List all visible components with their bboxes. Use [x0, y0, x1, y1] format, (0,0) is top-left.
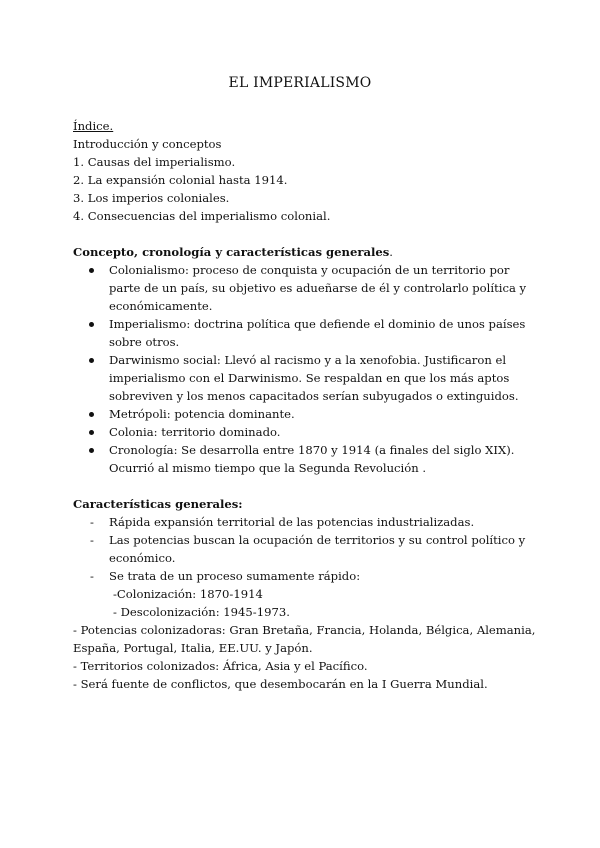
general-dash-item: - Rápida expansión territorial de las potencias industrializadas.: [73, 513, 543, 531]
concepts-heading: [73, 243, 543, 261]
concept-bullet-colonia: Colonia: territorio dominado.: [73, 423, 543, 441]
concept-bullet-colonialismo: Colonialismo: proceso de conquista y ocupación de un territorio por parte de un país, su objetivo es adueñarse de él y controlarlo política y económicamente.: [73, 261, 543, 315]
index-item: 4. Consecuencias del imperialismo colonial.: [73, 209, 331, 223]
document-body: [73, 117, 543, 693]
concept-bullet-cronologia: Cronología: Se desarrolla entre 1870 y 1914 (a finales del siglo XIX). Ocurrió al mismo tiempo que la Segunda Revolución .: [73, 441, 543, 477]
general-list: [73, 513, 543, 621]
index-item: 1. Causas del imperialismo.: [73, 155, 236, 169]
general-dash-item-process: [73, 567, 543, 621]
sub-item-colonizacion: -Colonización: 1870-1914: [113, 587, 263, 601]
document-title: EL IMPERIALISMO: [228, 75, 372, 91]
concepts-list: [73, 261, 543, 477]
index-heading: Índice.: [73, 119, 114, 133]
index-item: Introducción y conceptos: [73, 137, 222, 151]
general-dash-item: - Las potencias buscan la ocupación de territorios y su control político y económico.: [73, 531, 543, 567]
index-item: 3. Los imperios coloniales.: [73, 191, 230, 205]
concept-bullet-imperialismo: Imperialismo: doctrina política que defiende el dominio de unos países sobre otros.: [73, 315, 543, 351]
index-item: 2. La expansión colonial hasta 1914.: [73, 173, 288, 187]
trailing-line: - Será fuente de conflictos, que desembocarán en la I Guerra Mundial.: [73, 677, 488, 691]
concept-bullet-darwinismo: Darwinismo social: Llevó al racismo y a la xenofobia. Justificaron el imperialismo con el Darwinismo. Se respaldan en que los más aptos sobreviven y los menos capacitados serían subyugados o extinguidos.: [73, 351, 543, 405]
trailing-line: - Potencias colonizadoras: Gran Bretaña, Francia, Holanda, Bélgica, Alemania, España, Portugal, Italia, EE.UU. y Japón.: [73, 623, 536, 655]
general-dash-text: - Se trata de un proceso sumamente rápido:: [109, 569, 361, 583]
concept-bullet-metropoli: Metrópoli: potencia dominante.: [73, 405, 543, 423]
sub-item-descolonizacion: - Descolonización: 1945-1973.: [113, 605, 290, 619]
concepts-heading-suffix: .: [389, 245, 393, 259]
general-heading: Características generales:: [73, 497, 243, 511]
trailing-line: - Territorios colonizados: África, Asia y el Pacífico.: [73, 659, 368, 673]
concepts-heading-text: Concepto, cronología y características generales: [73, 245, 390, 259]
